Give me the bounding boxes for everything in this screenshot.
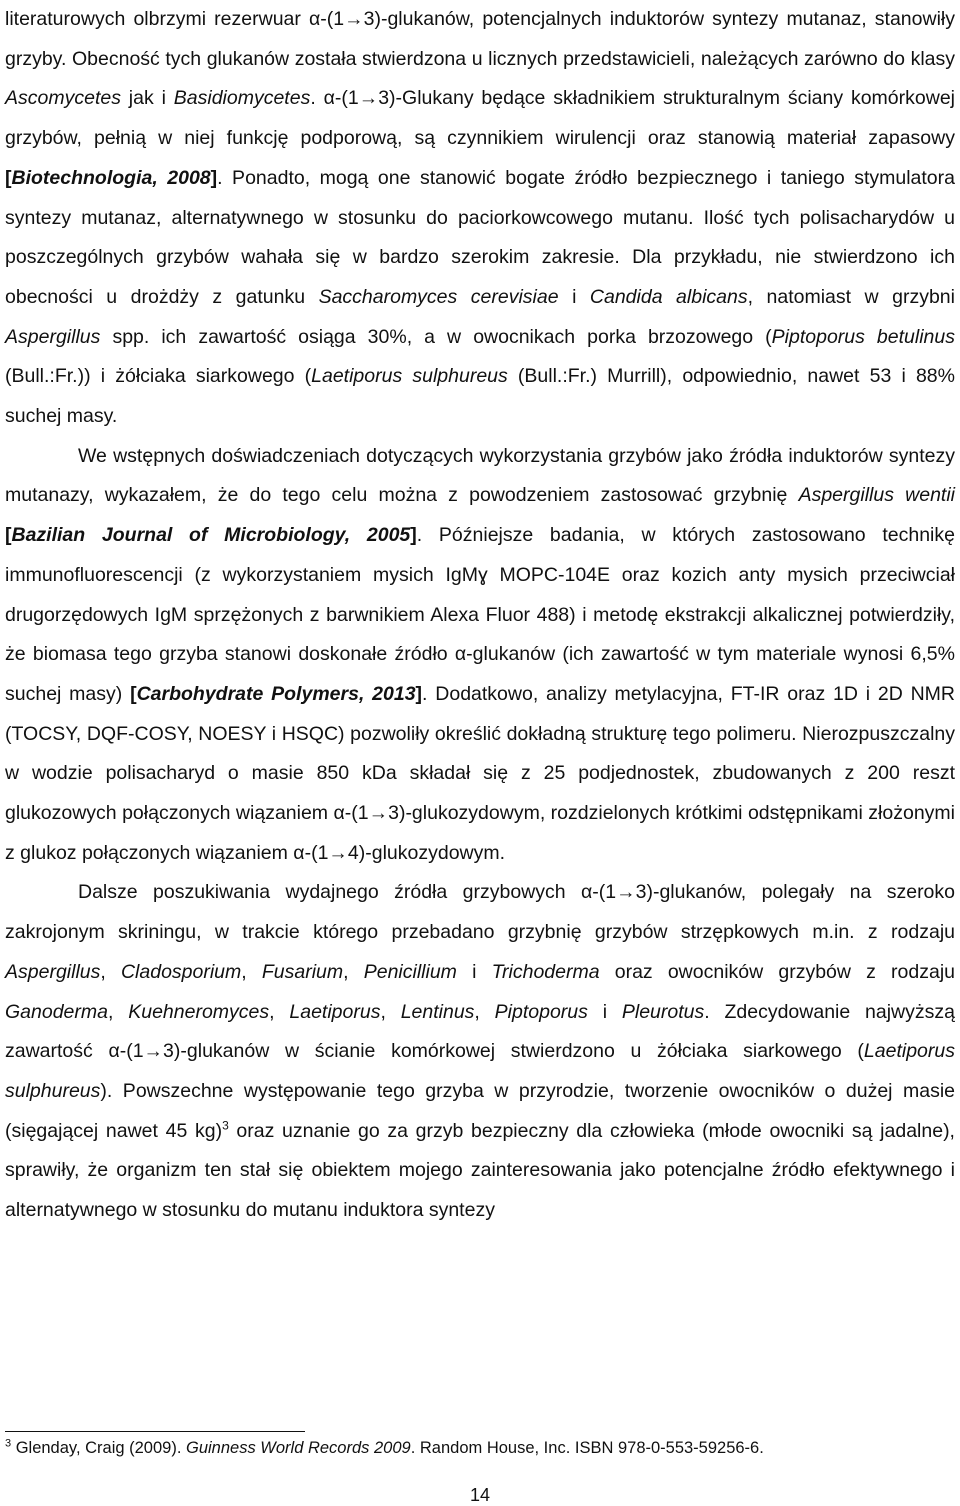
text-run: ). Powszechne występowanie tego grzyba w przyrodzie, tworzenie owocników o dużej masie (sięgającej nawet 45 kg) bbox=[5, 1079, 955, 1142]
text-run: Aspergillus bbox=[5, 325, 101, 348]
text-run: Piptoporus bbox=[494, 1000, 588, 1023]
page-number: 14 bbox=[469, 1485, 491, 1505]
text-run: Cladosporium bbox=[120, 960, 242, 983]
footnote-separator bbox=[5, 1431, 305, 1432]
text-run: i bbox=[587, 1000, 622, 1023]
text-run: Glenday, Craig (2009). bbox=[11, 1439, 186, 1457]
text-run: Aspergillus wentii bbox=[798, 484, 955, 507]
text-run: Pleurotus bbox=[621, 1000, 705, 1023]
text-run: , bbox=[107, 1000, 129, 1023]
text-run: Carbohydrate Polymers, 2013 bbox=[136, 682, 416, 705]
text-run: , bbox=[380, 1000, 401, 1023]
text-run: Dalsze poszukiwania wydajnego źródła grzybowych α-(1→3)-glukanów, polegały na szeroko zakrojonym skriningu, w trakcie którego przebadano grzybnię grzybów strzępkowych m.in. z rodzaju bbox=[5, 881, 955, 944]
text-run: Basidiomycetes bbox=[173, 87, 311, 110]
text-run: . Ponadto, mogą one stanowić bogate źródło bezpiecznego i taniego stymulatora syntezy mutanaz, alternatywnego w stosunku do paciorkowcowego mutanu. Ilość tych polisacharydów u poszczególnych grzybów wahała się w bardzo szerokim zakresie. Dla przykładu, nie stwierdzono ich obecności u drożdży z gatunku bbox=[5, 166, 955, 308]
text-run: [ bbox=[5, 524, 12, 547]
text-run: Lentinus bbox=[400, 1000, 475, 1023]
text-run: . Późniejsze badania, w których zastosowano technikę immunofluorescencji (z wykorzystaniem mysich IgMɣ MOPC-104E oraz kozich anty mysich przeciwciał drugorzędowych IgM sprzężonych z barwnikiem Alexa Fluor 488) i metodę ekstrakcji alkalicznej potwierdziły, że biomasa tego grzyba stanowi doskonałe źródło α-glukanów (ich zawartość w tym materiale wynosi 6,5% suchej masy) bbox=[5, 524, 955, 705]
text-run: , bbox=[474, 1000, 495, 1023]
text-run: jak i bbox=[120, 87, 174, 110]
text-run: Kuehneromyces bbox=[128, 1000, 270, 1023]
text-run: Laetiporus sulphureus bbox=[311, 365, 508, 388]
text-run: . Zdecydowanie najwyższą zawartość α-(1→3)-glukanów w ścianie komórkowej stwierdzono u żółciaka siarkowego ( bbox=[5, 1000, 955, 1063]
text-run: Laetiporus sulphureus bbox=[5, 1040, 955, 1102]
text-run: Saccharomyces cerevisiae bbox=[318, 285, 559, 308]
text-run: , bbox=[100, 960, 121, 983]
text-run: (Bull.:Fr.)) i żółciaka siarkowego ( bbox=[5, 365, 312, 388]
text-run: . Random House, Inc. ISBN 978-0-553-59256-6. bbox=[410, 1439, 764, 1457]
text-run: , bbox=[343, 960, 364, 983]
text-run: Candida albicans bbox=[589, 285, 748, 308]
text-run: Guinness World Records 2009 bbox=[186, 1439, 411, 1457]
text-run: ] bbox=[410, 524, 417, 547]
text-run: i bbox=[456, 960, 492, 983]
text-run: , bbox=[269, 1000, 290, 1023]
text-run: , bbox=[241, 960, 262, 983]
footnote-reference: 3 bbox=[222, 1118, 229, 1133]
text-run: Laetiporus bbox=[289, 1000, 381, 1023]
text-run: Biotechnologia, 2008 bbox=[11, 166, 211, 189]
text-run: [ bbox=[5, 166, 12, 189]
text-run: literaturowych olbrzymi rezerwuar α-(1→3)-glukanów, potencjalnych induktorów syntezy mutanaz, stanowiły grzyby. Obecność tych glukanów została stwierdzona u licznych przedstawicieli, należących zarówno do klasy bbox=[5, 8, 955, 70]
text-run: [ bbox=[130, 682, 137, 705]
paragraph bbox=[5, 873, 955, 1230]
text-run: Penicillium bbox=[363, 960, 457, 983]
text-run: (Bull.:Fr.) Murrill), odpowiednio, nawet 53 i 88% suchej masy. bbox=[5, 365, 955, 428]
text-run: i bbox=[558, 285, 590, 308]
footnote-marker: 3 bbox=[5, 1437, 12, 1450]
text-run: Piptoporus betulinus bbox=[771, 325, 955, 348]
text-run: Fusarium bbox=[261, 960, 344, 983]
text-run: oraz uznanie go za grzyb bezpieczny dla człowieka (młode owocniki są jadalne), sprawiły, że organizm ten stał się obiektem mojego zainteresowania jako potencjalne źródło efektywnego i alternatywnego w stosunku do mutanu induktora syntezy bbox=[5, 1119, 955, 1222]
text-run: oraz owocników grzybów z rodzaju bbox=[599, 960, 955, 983]
text-run: , natomiast w grzybni bbox=[747, 285, 955, 308]
text-run: . Dodatkowo, analizy metylacyjna, FT-IR oraz 1D i 2D NMR (TOCSY, DQF-COSY, NOESY i HSQC) pozwoliły określić dokładną strukturę tego polimeru. Nierozpuszczalny w wodzie polisacharyd o masie 850 kDa składał się z 25 podjednostek, zbudowanych z 200 reszt glukozowych połączonych wiązaniem α-(1→3)-glukozydowym, rozdzielonych krótkimi odstępnikami złożonymi z glukoz połączonych wiązaniem α-(1→4)-glukozydowym. bbox=[5, 682, 955, 864]
footnote bbox=[5, 1437, 955, 1459]
footnote-text bbox=[11, 1439, 764, 1457]
text-run: ] bbox=[210, 166, 218, 189]
text-run: Aspergillus bbox=[5, 960, 101, 983]
text-run: Ganoderma bbox=[5, 1000, 108, 1023]
text-run: . α-(1→3)-Glukany będące składnikiem strukturalnym ściany komórkowej grzybów, pełnią w niej funkcję podporową, są czynnikiem wirulencji oraz stanowią materiał zapasowy bbox=[5, 87, 955, 150]
text-run: spp. ich zawartość osiąga 30%, a w owocnikach porka brzozowego ( bbox=[100, 325, 772, 348]
paragraph bbox=[5, 0, 955, 437]
paragraph bbox=[5, 437, 955, 874]
text-run: ] bbox=[415, 682, 423, 705]
text-run: Bazilian Journal of Microbiology, 2005 bbox=[11, 524, 411, 547]
text-run: We wstępnych doświadczeniach dotyczących wykorzystania grzybów jako źródła induktorów syntezy mutanazy, wykazałem, że do tego celu można z powodzeniem zastosować grzybnię bbox=[5, 444, 955, 507]
body-text bbox=[5, 0, 955, 1231]
text-run: Ascomycetes bbox=[5, 87, 121, 110]
text-run: Trichoderma bbox=[491, 960, 600, 983]
